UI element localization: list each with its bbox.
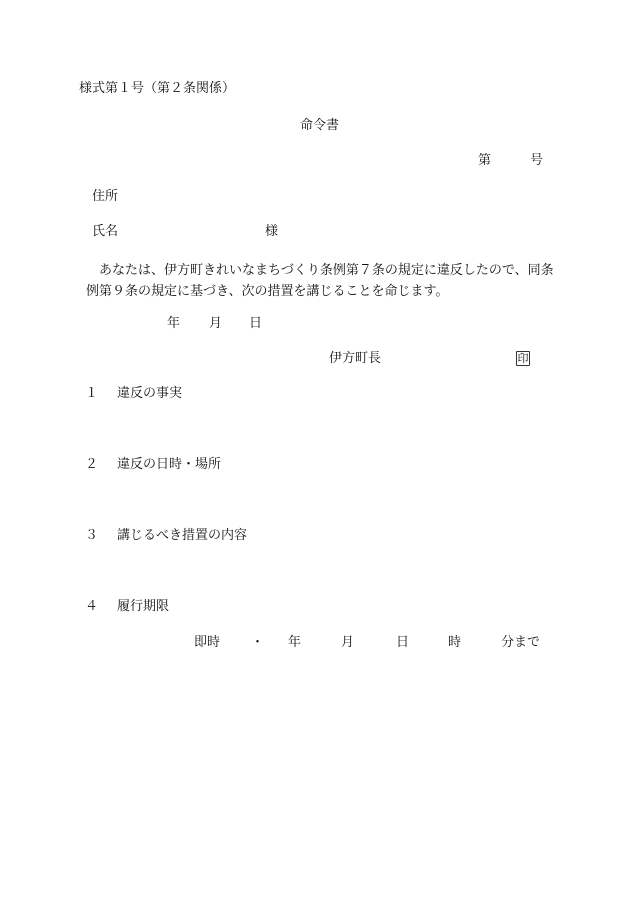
deadline-hour: 時 — [448, 635, 462, 650]
seal-mark: 印 — [517, 352, 529, 365]
issuer-name: 伊方町長 — [329, 351, 382, 366]
deadline-day: 日 — [396, 635, 410, 650]
issue-date-day: 日 — [249, 316, 263, 331]
item-number: ３ — [84, 528, 98, 543]
deadline-minute: 分まで — [501, 635, 541, 650]
item-number: ４ — [84, 599, 98, 614]
document-title: 命令書 — [300, 118, 340, 133]
item-label-required-measures: 講じるべき措置の内容 — [117, 528, 248, 543]
deadline-immediate: 即時 — [194, 635, 221, 650]
document-number-prefix: 第 — [478, 153, 492, 168]
item-label-violation-fact: 違反の事実 — [117, 386, 183, 401]
item-number: ２ — [84, 457, 98, 472]
deadline-month: 月 — [341, 635, 355, 650]
item-label-violation-datetime-place: 違反の日時・場所 — [117, 457, 222, 472]
name-honorific: 様 — [265, 224, 279, 239]
order-body-text: あなたは、伊方町きれいなまちづくり条例第７条の規定に違反したので、同条例第９条の規定に基づき、次の措置を講じることを命じます。 — [86, 263, 554, 299]
deadline-year: 年 — [288, 635, 302, 650]
address-label: 住所 — [92, 189, 119, 204]
issue-date-year: 年 — [167, 316, 181, 331]
document-number-suffix: 号 — [530, 153, 544, 168]
item-label-deadline: 履行期限 — [117, 599, 170, 614]
issue-date-month: 月 — [209, 316, 223, 331]
deadline-separator: ・ — [251, 635, 265, 650]
form-number: 様式第１号（第２条関係） — [79, 81, 236, 96]
item-number: １ — [84, 386, 98, 401]
name-label: 氏名 — [92, 224, 119, 239]
